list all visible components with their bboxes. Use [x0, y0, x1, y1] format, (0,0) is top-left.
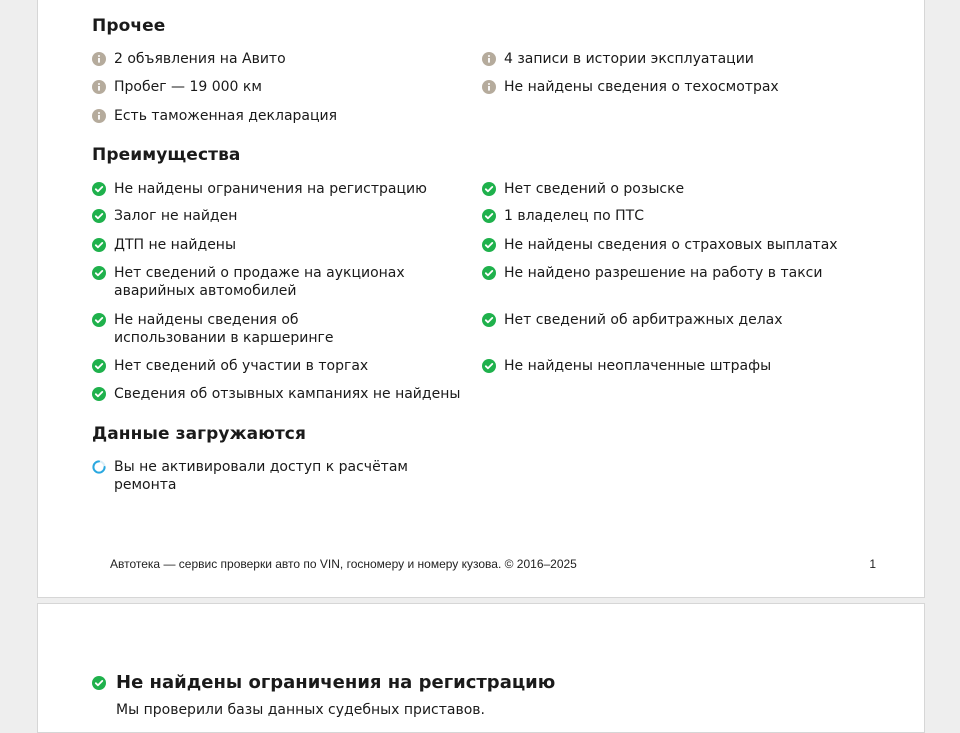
check-circle-icon — [92, 676, 106, 690]
advantage-item-text: Нет сведений об арбитражных делах — [504, 312, 783, 328]
advantage-item — [482, 311, 864, 329]
advantage-item-text: ДТП не найдены — [114, 237, 237, 253]
info-item — [92, 107, 474, 125]
check-circle-icon — [482, 313, 496, 327]
info-item — [482, 78, 864, 96]
section-title-advantages: Преимущества — [92, 145, 241, 165]
advantage-item-text: Не найдены сведения об использовании в каршеринге — [114, 312, 334, 346]
page-number: 1 — [869, 557, 876, 571]
info-icon — [92, 109, 106, 123]
info-item-text: 4 записи в истории эксплуатации — [504, 51, 754, 67]
advantage-item-text: Не найдены сведения о страховых выплатах — [504, 237, 838, 253]
advantage-item — [92, 264, 474, 300]
check-circle-icon — [482, 182, 496, 196]
detail-heading-text: Не найдены ограничения на регистрацию — [116, 672, 556, 693]
check-circle-icon — [92, 238, 106, 252]
advantage-item — [482, 357, 864, 375]
advantage-item — [482, 207, 864, 225]
check-circle-icon — [92, 387, 106, 401]
info-item-text: Не найдены сведения о техосмотрах — [504, 79, 779, 95]
report-page-1 — [37, 0, 925, 598]
advantage-item — [92, 311, 414, 347]
advantage-item — [482, 264, 864, 282]
check-circle-icon — [482, 238, 496, 252]
info-icon — [482, 80, 496, 94]
advantage-item — [92, 357, 474, 375]
advantage-item-text: Залог не найден — [114, 208, 238, 224]
info-item — [92, 50, 474, 68]
advantage-item-text: Не найдены неоплаченные штрафы — [504, 358, 772, 374]
info-item-text: 2 объявления на Авито — [114, 51, 286, 67]
info-icon — [92, 80, 106, 94]
info-icon — [482, 52, 496, 66]
advantage-item — [482, 180, 864, 198]
report-page-2 — [37, 603, 925, 733]
check-circle-icon — [482, 359, 496, 373]
advantage-item — [92, 236, 474, 254]
advantage-item-text: Нет сведений об участии в торгах — [114, 358, 369, 374]
advantage-item — [92, 207, 474, 225]
detail-subtext: Мы проверили базы данных судебных приставов. — [116, 702, 485, 718]
advantage-item-text: Нет сведений о розыске — [504, 181, 685, 197]
info-item — [482, 50, 864, 68]
info-icon — [92, 52, 106, 66]
check-circle-icon — [92, 209, 106, 223]
advantage-item-text: Не найдено разрешение на работу в такси — [504, 265, 823, 281]
info-item — [92, 78, 474, 96]
check-circle-icon — [482, 209, 496, 223]
advantage-item-text: Сведения об отзывных кампаниях не найдены — [114, 386, 461, 402]
loading-spinner-icon — [92, 460, 106, 474]
section-title-other: Прочее — [92, 16, 166, 36]
info-item-text: Пробег — 19 000 км — [114, 79, 262, 95]
detail-heading — [92, 672, 555, 693]
loading-item — [92, 458, 474, 494]
loading-item-text: Вы не активировали доступ к расчётам ремонта — [114, 459, 408, 493]
advantage-item — [92, 180, 474, 198]
section-title-loading: Данные загружаются — [92, 424, 306, 444]
check-circle-icon — [92, 182, 106, 196]
advantage-item — [92, 385, 474, 403]
check-circle-icon — [92, 313, 106, 327]
advantage-item-text: Нет сведений о продаже на аукционах аварийных автомобилей — [114, 265, 405, 299]
check-circle-icon — [92, 266, 106, 280]
advantage-item-text: Не найдены ограничения на регистрацию — [114, 181, 427, 197]
check-circle-icon — [92, 359, 106, 373]
check-circle-icon — [482, 266, 496, 280]
info-item-text: Есть таможенная декларация — [114, 108, 338, 124]
footer-text: Автотека — сервис проверки авто по VIN, госномеру и номеру кузова. © 2016–2025 — [110, 557, 577, 571]
advantage-item-text: 1 владелец по ПТС — [504, 208, 644, 224]
advantage-item — [482, 236, 864, 254]
